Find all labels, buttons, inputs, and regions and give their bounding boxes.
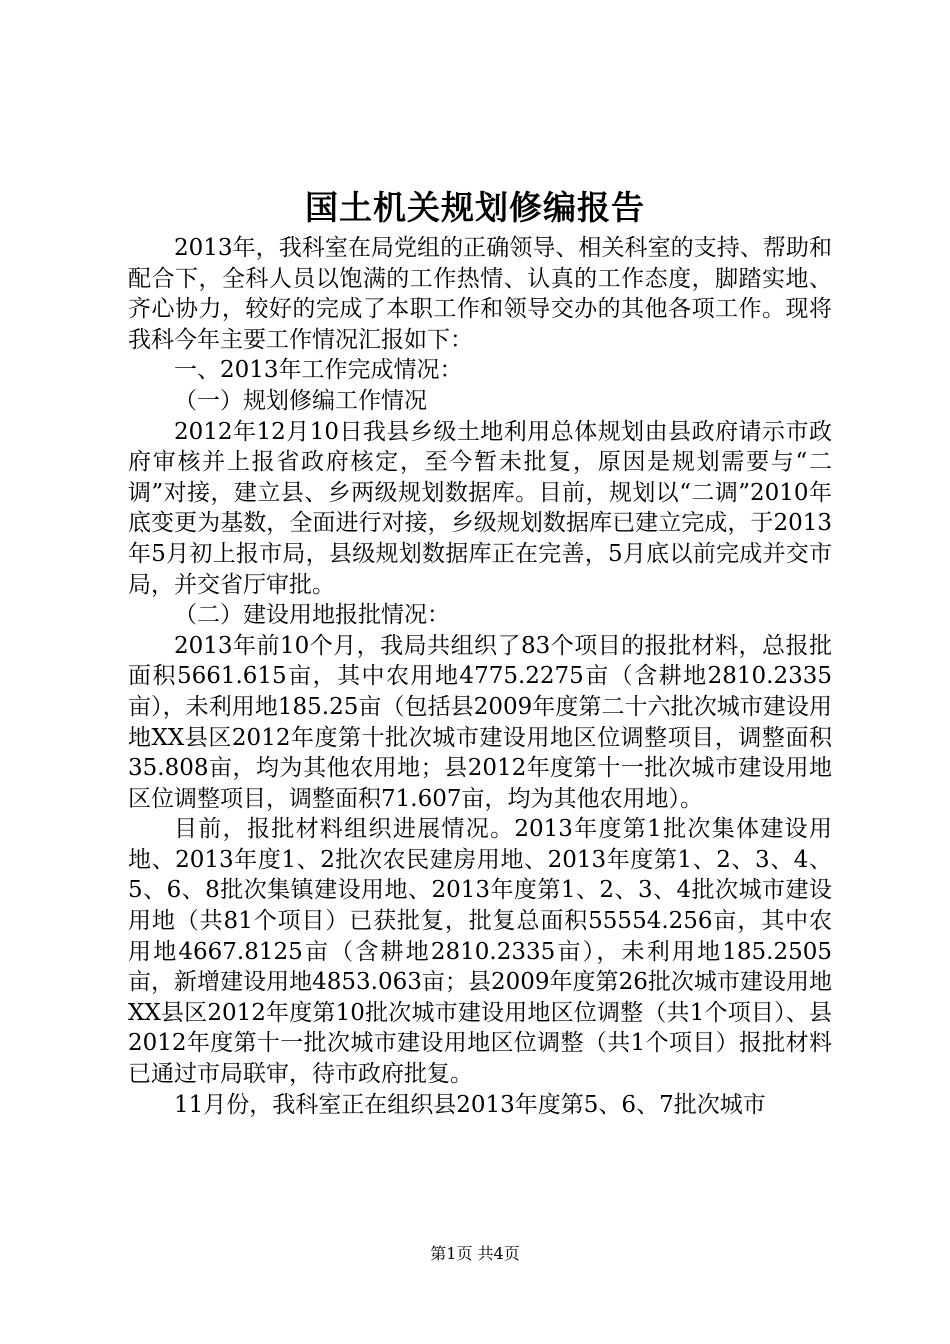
document-title: 国土机关规划修编报告: [305, 188, 645, 227]
page-footer: 第1页 共4页: [430, 1244, 520, 1263]
paragraph-november: 11月份，我科室正在组织县2013年度第5、6、7批次城市: [174, 1091, 766, 1118]
paragraph-land-approval: 2013年前10个月，我局共组织了83个项目的报批材料，总报批面积5661.615亩，其中农用地4775.2275亩（含耕地2810.2335亩），未利用地185.25亩（包括县2009年度第二十六批次城市建设用地XX县区2012年度第十批次城市建设用地区位调整项目，调整面积35.808亩，均为其他农用地；县2012年度第十一批次城市建设用地区位调整项目，调整面积71.607亩，均为其他农用地）。: [128, 632, 832, 812]
section-heading-1: 一、2013年工作完成情况：: [174, 357, 463, 384]
paragraph-progress: 目前，报批材料组织进展情况。2013年度第1批次集体建设用地、2013年度1、2批次农民建房用地、2013年度第1、2、3、4、5、6、8批次集镇建设用地、2013年度第1、2、3、4批次城市建设用地（共81个项目）已获批复，批复总面积55554.256亩，其中农用地4667.8125亩（含耕地2810.2335亩），未利用地185.2505亩，新增建设用地4853.063亩；县2009年度第26批次城市建设用地XX县区2012年度第10批次城市建设用地区位调整（共1个项目）、县2012年度第十一批次城市建设用地区位调整（共1个项目）报批材料已通过市局联审，待市政府批复。: [128, 816, 832, 1088]
paragraph-planning: 2012年12月10日我县乡级土地利用总体规划由县政府请示市政府审核并上报省政府核定，至今暂未批复，原因是规划需要与“二调”对接，建立县、乡两级规划数据库。目前，规划以“二调”2010年底变更为基数，全面进行对接，乡级规划数据库已建立完成，于2013年5月初上报市局，县级规划数据库正在完善，5月底以前完成并交市局，并交省厅审批。: [128, 418, 832, 598]
document-body: [128, 233, 832, 1120]
paragraph-intro: 2013年，我科室在局党组的正确领导、相关科室的支持、帮助和配合下，全科人员以饱满的工作热情、认真的工作态度，脚踏实地、齐心协力，较好的完成了本职工作和领导交办的其他各项工作。现将我科今年主要工作情况汇报如下：: [128, 235, 832, 353]
subsection-heading-1: （一）规划修编工作情况: [174, 387, 427, 414]
subsection-heading-2: （二）建设用地报批情况：: [174, 602, 450, 629]
